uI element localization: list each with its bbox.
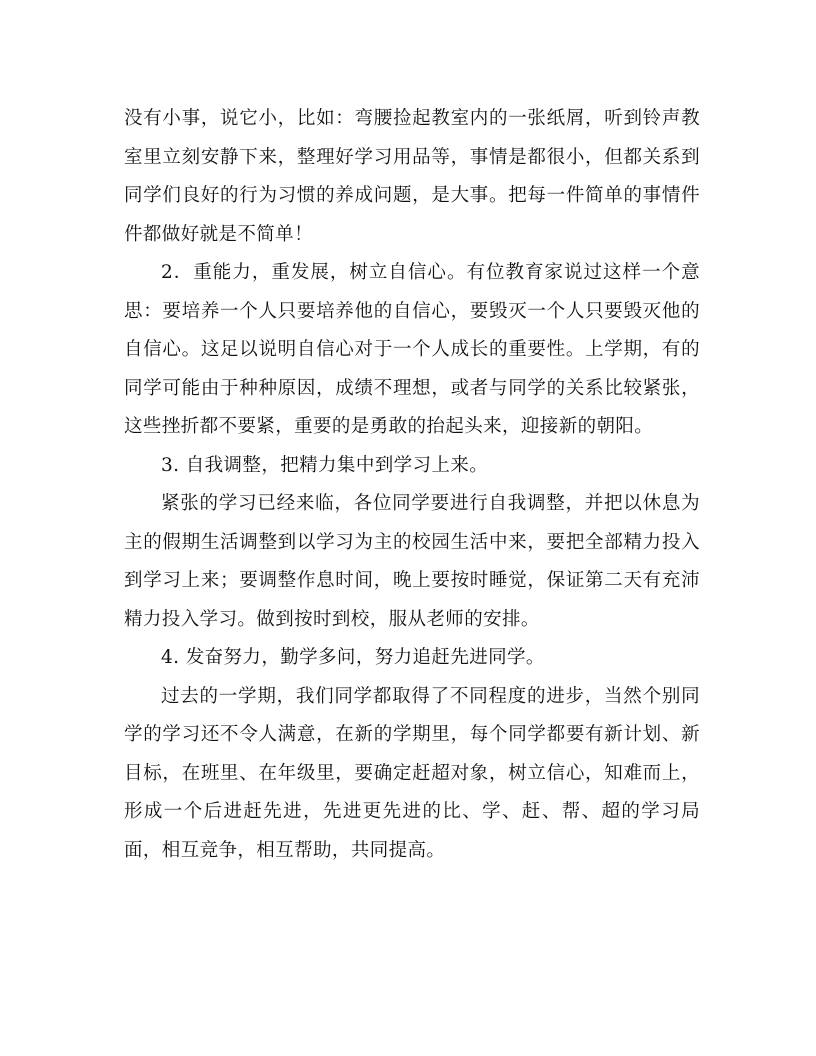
paragraph-6: 过去的一学期，我们同学都取得了不同程度的进步，当然个别同学的学习还不令人满意，在新的学期里，每个同学都要有新计划、新目标，在班里、在年级里，要确定赶超对象，树立信心，知难而上，形成一个后进赶先进，先进更先进的比、学、赶、帮、超的学习局面，相互竞争，相互帮助，共同提高。: [124, 685, 700, 861]
paragraph-2: 2．重能力，重发展，树立自信心。有位教育家说过这样一个意思：要培养一个人只要培养他的自信心，要毁灭一个人只要毁灭他的自信心。这足以说明自信心对于一个人成长的重要性。上学期，有的同学可能由于种种原因，成绩不理想，或者与同学的关系比较紧张，这些挫折都不要紧，重要的是勇敢的抬起头来，迎接新的朝阳。: [124, 262, 700, 437]
paragraph-3: 3. 自我调整，把精力集中到学习上来。: [161, 454, 489, 476]
paragraph-4: 紧张的学习已经来临，各位同学要进行自我调整，并把以休息为主的假期生活调整到以学习为主的校园生活中来，要把全部精力投入到学习上来；要调整作息时间，晚上要按时睡觉，保证第二天有充沛精力投入学习。做到按时到校，服从老师的安排。: [124, 493, 700, 630]
paragraph-1: 没有小事，说它小，比如：弯腰捡起教室内的一张纸屑，听到铃声教室里立刻安静下来，整理好学习用品等，事情是都很小，但都关系到同学们良好的行为习惯的养成问题，是大事。把每一件简单的事情件件都做好就是不简单！: [124, 108, 700, 245]
document-body: [124, 100, 700, 870]
paragraph-5: 4. 发奋努力，勤学多问，努力追赶先进同学。: [161, 647, 545, 668]
